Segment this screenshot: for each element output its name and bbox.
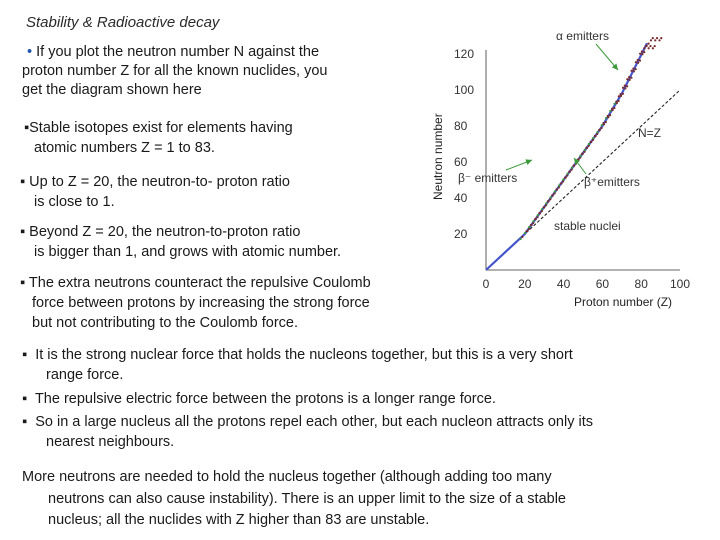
- nuclide-dot: [605, 121, 607, 123]
- bullet-line-1: The repulsive electric force between the protons is a longer range force.: [34, 391, 496, 407]
- nuclide-dot: [543, 206, 545, 208]
- intro-line-3: get the diagram shown here: [22, 82, 202, 98]
- nuclide-dot: [609, 114, 611, 116]
- nuclide-dot: [618, 100, 620, 102]
- nuclide-dot: [641, 50, 643, 52]
- nuclide-dot: [590, 141, 592, 143]
- bullet-line-3: but not contributing to the Coulomb force.: [32, 315, 298, 331]
- nuclide-dot: [554, 190, 556, 192]
- nuclide-dot: [656, 37, 658, 39]
- stable-nuclei-line: [486, 43, 647, 270]
- nuclide-dot: [532, 220, 534, 222]
- nuclide-dot: [626, 78, 628, 80]
- bullet-marker: ▪: [20, 224, 26, 240]
- beta-plus-label: β⁺emitters: [584, 175, 640, 189]
- nuclide-dot: [619, 93, 621, 95]
- nuclide-dot: [650, 39, 652, 41]
- nuclide-dot: [622, 87, 624, 89]
- bullet-line-1: The extra neutrons counteract the repulsive Coulomb: [28, 275, 371, 291]
- nuclide-dot: [630, 70, 632, 72]
- intro-bullet: •: [27, 44, 33, 60]
- nuclide-dot: [628, 76, 630, 78]
- footer-line-3: nucleus; all the nuclides with Z higher than 83 are unstable.: [48, 512, 430, 528]
- nuclide-dot: [624, 85, 626, 87]
- bullet-line-2: nearest neighbours.: [46, 434, 175, 450]
- intro-line-1: If you plot the neutron number N against the: [36, 44, 320, 60]
- bullet-line-2: is bigger than 1, and grows with atomic number.: [34, 244, 342, 260]
- y-axis-label: Neutron number: [431, 113, 445, 200]
- nuclide-dot: [633, 70, 635, 72]
- nuclide-dot: [647, 42, 649, 44]
- nuclide-dot: [605, 117, 607, 119]
- nuclide-dot: [585, 147, 587, 149]
- n-equals-z-label: N=Z: [638, 126, 662, 140]
- nuclide-dot: [635, 61, 637, 63]
- y-tick-label: 20: [454, 227, 468, 241]
- nuclide-dot: [573, 165, 575, 167]
- nuclide-dot: [545, 202, 547, 204]
- stable-nuclei-label: stable nuclei: [554, 219, 621, 233]
- nuclide-dot: [660, 37, 662, 39]
- nuclide-dot: [641, 53, 643, 55]
- nuclide-dot: [596, 131, 598, 133]
- nuclide-dot: [649, 45, 651, 47]
- nuclide-dot: [611, 108, 613, 110]
- bullet-line-2: force between protons by increasing the strong force: [32, 295, 370, 311]
- nuclide-dot: [560, 182, 562, 184]
- nuclide-dot: [637, 59, 639, 61]
- nuclide-dot: [555, 188, 557, 190]
- nuclide-dot: [581, 153, 583, 155]
- nuclide-dot: [588, 143, 590, 145]
- bullet-line-2: range force.: [46, 367, 124, 383]
- bullet-up-to-z20: [20, 172, 290, 212]
- x-tick-label: 40: [556, 277, 571, 291]
- nuclide-dot: [577, 159, 579, 161]
- beta-minus-label: β⁻ emitters: [458, 171, 518, 185]
- nuclide-dot: [630, 77, 632, 79]
- nuclide-dot: [629, 79, 631, 81]
- nuclide-dot: [654, 39, 656, 41]
- nuclide-dot: [643, 51, 645, 53]
- nuclide-dot: [549, 196, 551, 198]
- beta-minus-arrow: [506, 160, 532, 170]
- nuclide-dot: [645, 45, 647, 47]
- nuclide-dot: [520, 238, 522, 240]
- nuclide-dot: [598, 129, 600, 131]
- bullet-strong-force: [22, 345, 573, 385]
- nuclide-dot: [626, 85, 628, 87]
- intro-paragraph: [22, 43, 422, 100]
- bullet-marker: ▪: [24, 120, 30, 136]
- nuclide-dot: [609, 110, 611, 112]
- nuclide-dot: [639, 53, 641, 55]
- nuclide-dot: [652, 37, 654, 39]
- nuclide-dot: [607, 115, 609, 117]
- nuclide-dot: [648, 47, 650, 49]
- x-tick-label: 60: [595, 277, 610, 291]
- nuclide-dot: [571, 167, 573, 169]
- alpha-arrow: [596, 44, 618, 70]
- nuclide-dot: [594, 135, 596, 137]
- slide-title: Stability & Radioactive decay: [26, 14, 220, 31]
- bullet-line-1: Up to Z = 20, the neutron-to- proton ratio: [29, 174, 290, 190]
- nuclide-dot: [658, 39, 660, 41]
- bullet-line-1: It is the strong nuclear force that holds the nucleons together, but this is a very short: [35, 347, 573, 363]
- nuclide-dot: [584, 149, 586, 151]
- nuclide-dot: [530, 224, 532, 226]
- nuclide-dot: [632, 67, 634, 69]
- y-tick-label: 40: [454, 191, 468, 205]
- nuclide-dot: [551, 194, 553, 196]
- nuclide-dot: [601, 124, 603, 126]
- nuclide-dot: [639, 60, 641, 62]
- nuclide-dot: [562, 179, 564, 181]
- bullet-marker: ▪: [22, 391, 28, 407]
- alpha-emitters-label: α emitters: [556, 29, 609, 43]
- nuclide-dot: [643, 47, 645, 49]
- bullet-beyond-z20: [20, 222, 341, 262]
- nuclide-dot: [652, 47, 654, 49]
- intro-line-2: proton number Z for all the known nuclides, you: [22, 63, 328, 79]
- bullet-line-1: Beyond Z = 20, the neutron-to-proton ratio: [29, 224, 301, 240]
- nuclide-dot: [521, 236, 523, 238]
- nuclide-dot: [613, 103, 615, 105]
- nuclide-dot: [526, 230, 528, 232]
- nuclide-dot: [615, 101, 617, 103]
- y-tick-label: 60: [454, 155, 468, 169]
- nuclide-dot: [602, 122, 604, 124]
- bullet-stable-isotopes: [24, 118, 293, 158]
- nuclide-dot: [579, 155, 581, 157]
- nuclide-dot: [541, 208, 543, 210]
- bullet-marker: ▪: [20, 275, 26, 291]
- bullet-extra-neutrons: [20, 273, 371, 333]
- bullet-marker: ▪: [22, 347, 28, 363]
- y-tick-label: 80: [454, 119, 468, 133]
- nuclide-dot: [538, 212, 540, 214]
- nuclide-dot: [654, 45, 656, 47]
- x-tick-label: 20: [518, 277, 532, 291]
- footer-line-2: neutrons can also cause instability). There is an upper limit to the size of a stable: [48, 490, 566, 507]
- y-tick-label: 100: [454, 83, 475, 97]
- y-tick-label: 120: [454, 47, 475, 61]
- bullet-line-2: is close to 1.: [34, 194, 115, 210]
- bullet-line-1: Stable isotopes exist for elements having: [29, 120, 293, 136]
- beta-plus-arrow: [574, 158, 586, 174]
- bullet-repulsive-force: [22, 389, 496, 409]
- nuclide-dot: [558, 184, 560, 186]
- x-tick-label: 80: [634, 277, 648, 291]
- nuclide-dot: [534, 218, 536, 220]
- nuclide-dot: [635, 68, 637, 70]
- x-tick-label: 0: [482, 277, 490, 291]
- neutron-proton-chart: [420, 20, 720, 320]
- nuclide-dot: [600, 127, 602, 129]
- nuclide-dot: [618, 95, 620, 97]
- bullet-line-1: So in a large nucleus all the protons repel each other, but each nucleon attracts only its: [35, 414, 593, 430]
- nuclide-dot: [613, 107, 615, 109]
- nuclide-dot: [624, 87, 626, 89]
- nuclide-dot: [547, 200, 549, 202]
- nuclide-dot: [528, 226, 530, 228]
- x-axis-label: Proton number (Z): [574, 295, 673, 309]
- nuclide-dot: [622, 93, 624, 95]
- bullet-large-nucleus: [22, 412, 593, 452]
- nuclide-dot: [566, 173, 568, 175]
- bullet-line-2: atomic numbers Z = 1 to 83.: [34, 140, 215, 156]
- nuclide-dot: [537, 214, 539, 216]
- nuclide-dot: [637, 62, 639, 64]
- nuclide-dot: [524, 232, 526, 234]
- nuclide-dot: [568, 170, 570, 172]
- bullet-marker: ▪: [22, 414, 28, 430]
- x-tick-label: 100: [669, 277, 691, 291]
- footer-line-1: More neutrons are needed to hold the nucleus together (although adding too many: [22, 469, 552, 485]
- bullet-marker: ▪: [20, 174, 26, 190]
- nuclide-dot: [592, 137, 594, 139]
- footer-paragraph: [22, 467, 702, 532]
- nuclide-dot: [564, 176, 566, 178]
